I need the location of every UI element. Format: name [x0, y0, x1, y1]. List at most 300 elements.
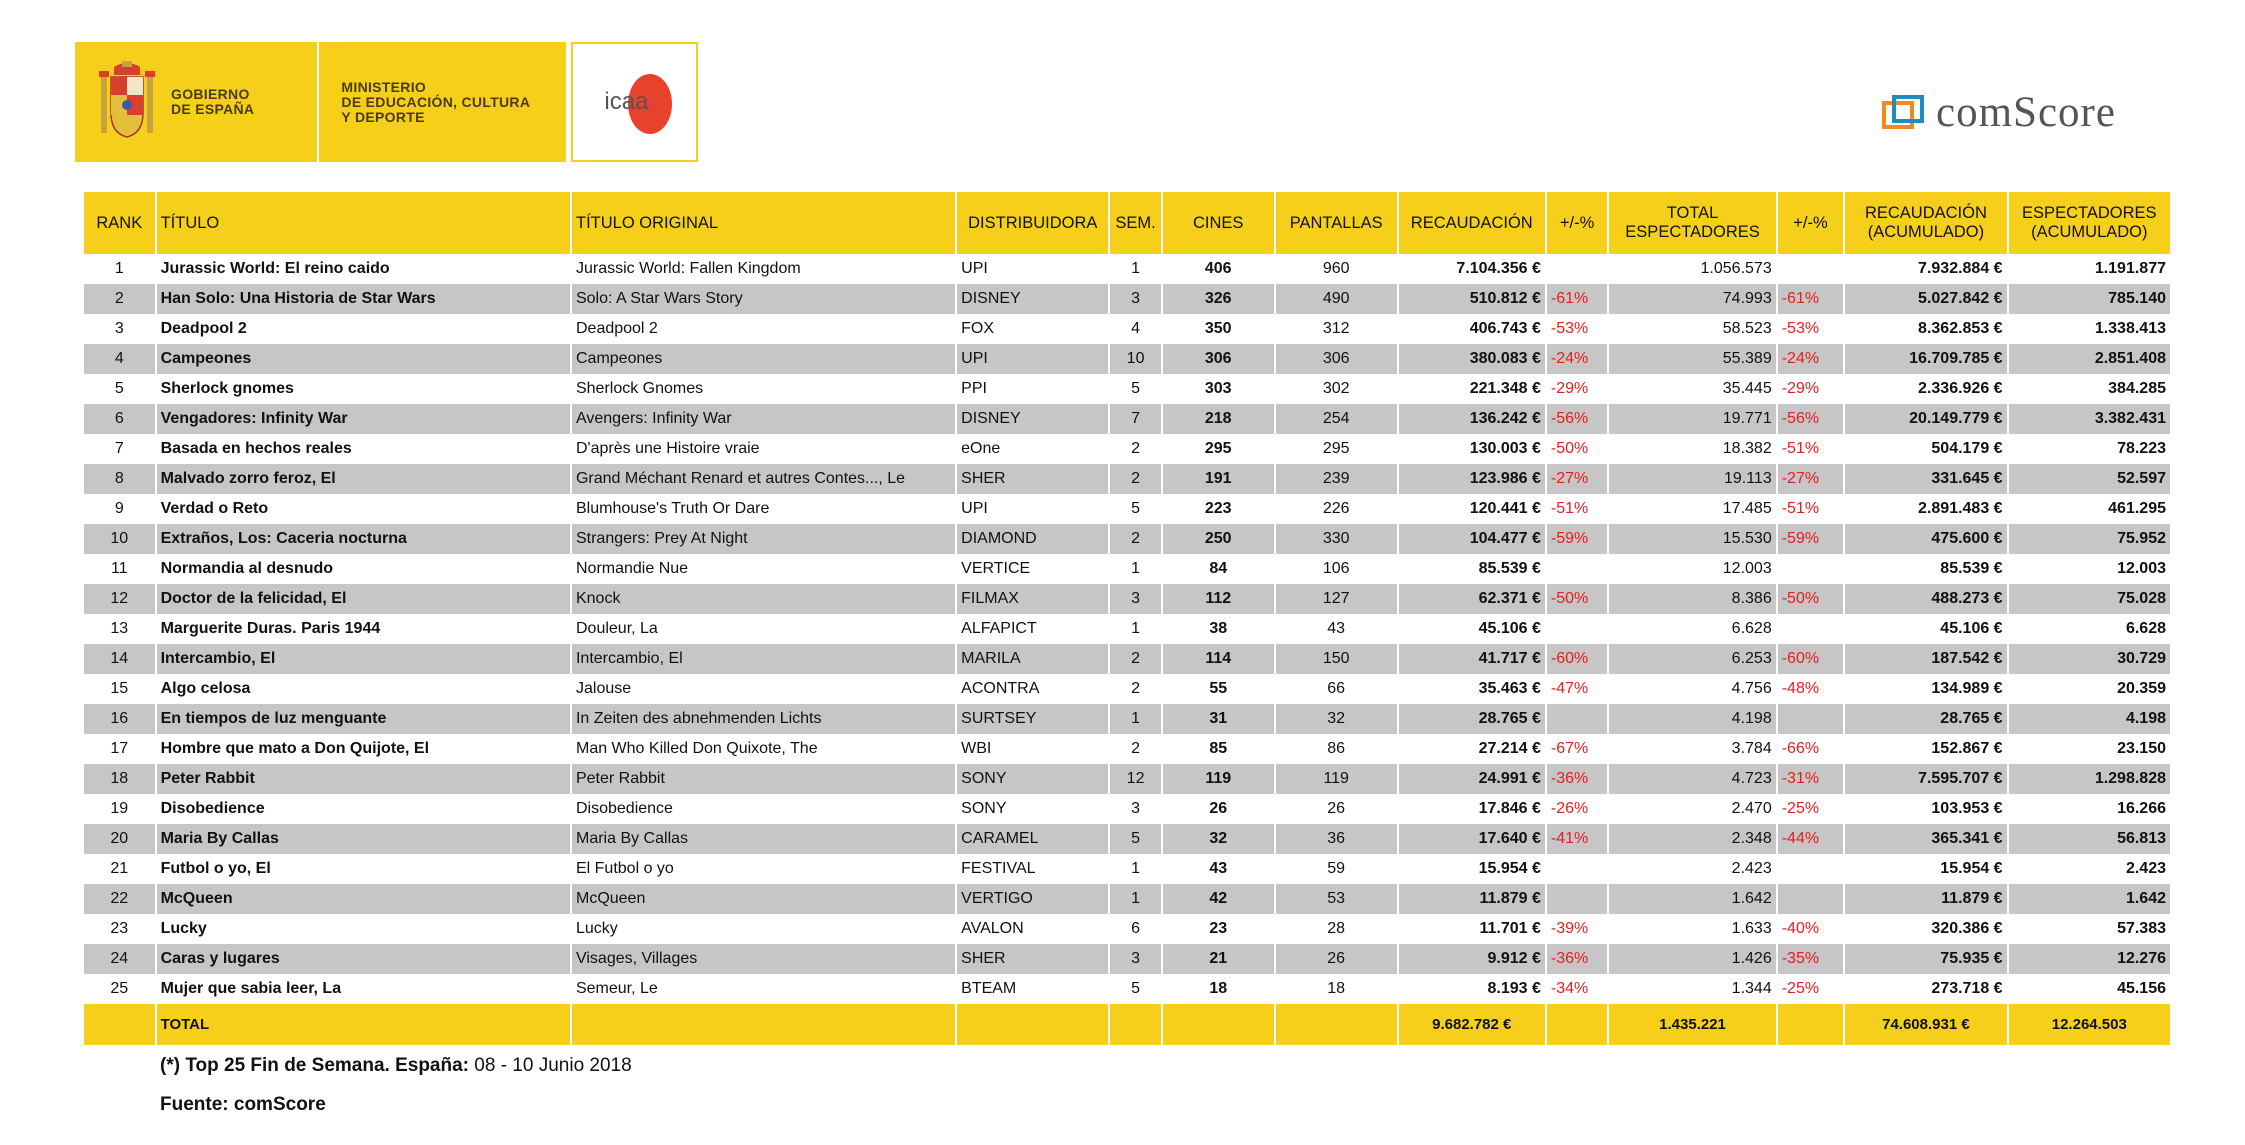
cell-rank: 4: [84, 344, 155, 374]
cell-rank: 23: [110, 920, 129, 937]
cell-cumulative-gross: 475.600 €: [1845, 524, 2006, 554]
cell-title: Mujer que sabia leer, La: [160, 980, 342, 997]
cell-title: McQueen: [157, 884, 570, 914]
table-row: [84, 884, 2170, 914]
header-rank: RANK: [84, 192, 155, 254]
cell-admissions-change: [1778, 884, 1844, 914]
table-row: [84, 734, 2170, 764]
cell-gross-change: -56%: [1547, 404, 1607, 434]
cell-weeks: 3: [1131, 800, 1141, 817]
cell-cumulative-gross: 331.645 €: [1845, 464, 2006, 494]
cell-cumulative-gross: 5.027.842 €: [1845, 284, 2006, 314]
cell-original-title: Jalouse: [575, 680, 632, 697]
cell-gross-change: -61%: [1547, 284, 1607, 314]
cell-cinemas: 84: [1209, 560, 1228, 577]
cell-admissions: 18.382: [1722, 440, 1772, 457]
cell-cumulative-admissions: 56.813: [2009, 824, 2170, 854]
cell-gross: 17.640 €: [1399, 824, 1545, 854]
cell-title: Jurassic World: El reino caido: [160, 260, 390, 277]
cell-weeks: 1: [1131, 620, 1141, 637]
cell-title: Disobedience: [160, 800, 265, 817]
table-row: [84, 854, 2170, 884]
cell-rank: 11: [110, 560, 128, 577]
cell-admissions-change: -66%: [1781, 740, 1820, 757]
cell-admissions: 35.445: [1722, 380, 1772, 397]
cell-distributor: UPI: [957, 344, 1108, 374]
header-title: TÍTULO: [157, 192, 570, 254]
cell-cumulative-gross: 2.891.483 €: [1918, 500, 2003, 517]
cell-title: Maria By Callas: [157, 824, 570, 854]
total-empty-cell: [1276, 1004, 1397, 1045]
cell-cumulative-gross: 11.879 €: [1845, 884, 2006, 914]
cell-screens: 960: [1322, 260, 1350, 277]
cell-original-title: Lucky: [575, 920, 618, 937]
cell-admissions: 1.426: [1609, 944, 1775, 974]
table-row: [84, 404, 2170, 434]
cell-rank: 5: [114, 380, 124, 397]
period-note-label: (*) Top 25 Fin de Semana. España:: [160, 1055, 469, 1076]
cell-rank: 20: [84, 824, 155, 854]
cell-admissions: 4.723: [1609, 764, 1775, 794]
cell-distributor: PPI: [961, 380, 987, 397]
cell-admissions: 8.386: [1609, 584, 1775, 614]
table-row: [84, 584, 2170, 614]
cell-admissions-change: -48%: [1781, 680, 1820, 697]
cell-original-title: Normandie Nue: [575, 560, 689, 577]
cell-admissions: 3.784: [1731, 740, 1772, 757]
cell-cumulative-gross: 152.867 €: [1931, 740, 2003, 757]
cell-title: Peter Rabbit: [157, 764, 570, 794]
header-weeks: SEM.: [1110, 192, 1160, 254]
cell-admissions: 6.253: [1609, 644, 1775, 674]
cell-cumulative-gross: 85.539 €: [1940, 560, 2003, 577]
cell-admissions-change: -56%: [1778, 404, 1844, 434]
cell-rank: 17: [110, 740, 129, 757]
header-admissions: TOTAL ESPECTADORES: [1609, 192, 1775, 254]
cell-gross-change: -50%: [1547, 584, 1607, 614]
cell-screens: 302: [1322, 380, 1350, 397]
gobierno-text: GOBIERNO DE ESPAÑA: [171, 86, 255, 117]
table-header: [84, 192, 2170, 254]
cell-cumulative-admissions: 4.198: [2009, 704, 2170, 734]
cell-distributor: UPI: [961, 500, 988, 517]
cell-title: Caras y lugares: [157, 944, 570, 974]
cell-screens: 28: [1327, 920, 1346, 937]
cell-original-title: Grand Méchant Renard et autres Contes..., Le: [572, 464, 955, 494]
cell-cinemas: 55: [1209, 680, 1228, 697]
cell-title: Hombre que mato a Don Quijote, El: [160, 740, 430, 757]
cell-original-title: Maria By Callas: [572, 824, 955, 854]
cell-gross-change: [1547, 554, 1607, 584]
total-label: TOTAL: [157, 1004, 570, 1045]
cell-screens: 330: [1276, 524, 1397, 554]
cell-screens: 53: [1276, 884, 1397, 914]
cell-cumulative-admissions: 23.150: [2117, 740, 2166, 757]
cell-cumulative-gross: 7.932.884 €: [1918, 260, 2003, 277]
cell-admissions-change: -61%: [1778, 284, 1844, 314]
gobierno-block: [75, 42, 317, 162]
cell-gross: 9.912 €: [1399, 944, 1545, 974]
cell-screens: 150: [1276, 644, 1397, 674]
table-row: [84, 284, 2170, 314]
cell-weeks: 10: [1110, 344, 1160, 374]
cell-gross: 123.986 €: [1399, 464, 1545, 494]
cell-gross: 62.371 €: [1399, 584, 1545, 614]
cell-weeks: 3: [1110, 944, 1160, 974]
total-empty-cell: [1163, 1004, 1274, 1045]
cell-rank: 10: [84, 524, 155, 554]
cell-screens: 106: [1322, 560, 1350, 577]
cell-distributor: SURTSEY: [957, 704, 1108, 734]
cell-gross: 15.954 €: [1478, 860, 1541, 877]
header-cumulative-gross: RECAUDACIÓN (ACUMULADO): [1845, 192, 2006, 254]
cell-gross-change: -51%: [1550, 500, 1589, 517]
table-row: [84, 644, 2170, 674]
cell-weeks: 6: [1131, 920, 1141, 937]
cell-gross-change: -50%: [1550, 440, 1589, 457]
header-cumulative-admissions: ESPECTADORES (ACUMULADO): [2009, 192, 2170, 254]
cell-admissions: 17.485: [1722, 500, 1772, 517]
cell-gross: 45.106 €: [1478, 620, 1541, 637]
cell-admissions: 4.756: [1731, 680, 1772, 697]
cell-distributor: CARAMEL: [957, 824, 1108, 854]
cell-admissions: 2.348: [1609, 824, 1775, 854]
cell-cumulative-gross: 504.179 €: [1931, 440, 2003, 457]
cell-distributor: FESTIVAL: [961, 860, 1036, 877]
period-note: [160, 1055, 632, 1077]
cell-distributor: WBI: [961, 740, 992, 757]
cell-gross: 35.463 €: [1478, 680, 1541, 697]
cell-title: Malvado zorro feroz, El: [157, 464, 570, 494]
cell-distributor: ALFAPICT: [961, 620, 1037, 637]
cell-cumulative-gross: 16.709.785 €: [1845, 344, 2006, 374]
cell-cinemas: 43: [1209, 860, 1228, 877]
cell-title: Intercambio, El: [157, 644, 570, 674]
cell-title: Lucky: [160, 920, 207, 937]
cell-screens: 119: [1276, 764, 1397, 794]
cell-gross-change: -39%: [1550, 920, 1589, 937]
cell-admissions-change: -60%: [1778, 644, 1844, 674]
table-body: [84, 254, 2170, 1004]
cell-admissions-change: -29%: [1781, 380, 1820, 397]
cell-title: Deadpool 2: [160, 320, 247, 337]
cell-weeks: 1: [1131, 860, 1141, 877]
comscore-wordmark: comScore: [1936, 89, 2116, 136]
cell-cinemas: 38: [1209, 620, 1228, 637]
cell-admissions: 74.993: [1609, 284, 1775, 314]
table-row: [84, 794, 2170, 824]
cell-rank: 25: [110, 980, 129, 997]
table-row: [84, 314, 2170, 344]
cell-distributor: DIAMOND: [957, 524, 1108, 554]
cell-gross-change: -53%: [1550, 320, 1589, 337]
cell-rank: 13: [110, 620, 129, 637]
header-cinemas: CINES: [1163, 192, 1274, 254]
cell-gross: 41.717 €: [1399, 644, 1545, 674]
cell-cumulative-admissions: 785.140: [2009, 284, 2170, 314]
cell-admissions-change: [1778, 614, 1844, 644]
cell-cumulative-admissions: 3.382.431: [2009, 404, 2170, 434]
cell-screens: 86: [1327, 740, 1346, 757]
cell-distributor: FILMAX: [957, 584, 1108, 614]
table-row: [84, 434, 2170, 464]
total-row: [84, 1004, 2170, 1045]
table-row: [84, 674, 2170, 704]
cell-admissions-change: -59%: [1778, 524, 1844, 554]
cell-cumulative-gross: 7.595.707 €: [1845, 764, 2006, 794]
cell-original-title: Sherlock Gnomes: [575, 380, 704, 397]
cell-gross: 510.812 €: [1399, 284, 1545, 314]
cell-weeks: 2: [1110, 644, 1160, 674]
cell-admissions: 2.423: [1731, 860, 1772, 877]
cell-gross-change: -60%: [1547, 644, 1607, 674]
cell-rank: 1: [114, 260, 124, 277]
header-distributor: DISTRIBUIDORA: [957, 192, 1108, 254]
cell-cinemas: 42: [1163, 884, 1274, 914]
cell-title: En tiempos de luz menguante: [157, 704, 570, 734]
table-row: [84, 254, 2170, 284]
cell-gross-change: [1547, 884, 1607, 914]
cell-screens: 490: [1276, 284, 1397, 314]
cell-gross-change: -59%: [1547, 524, 1607, 554]
cell-rank: 24: [84, 944, 155, 974]
cell-title: Marguerite Duras. Paris 1944: [160, 620, 381, 637]
table-row: [84, 824, 2170, 854]
cell-cinemas: 191: [1163, 464, 1274, 494]
cell-weeks: 5: [1110, 824, 1160, 854]
cell-cinemas: 85: [1209, 740, 1228, 757]
total-gross: 9.682.782 €: [1399, 1004, 1545, 1045]
cell-distributor: MARILA: [957, 644, 1108, 674]
cell-cumulative-admissions: 1.191.877: [2094, 260, 2166, 277]
cell-cumulative-gross: 134.989 €: [1931, 680, 2003, 697]
cell-screens: 26: [1276, 944, 1397, 974]
cell-distributor: SHER: [957, 944, 1108, 974]
cell-cumulative-admissions: 6.628: [2125, 620, 2166, 637]
cell-admissions: 1.344: [1731, 980, 1772, 997]
total-cumulative-admissions: 12.264.503: [2009, 1004, 2170, 1045]
total-admissions: 1.435.221: [1609, 1004, 1775, 1045]
cell-screens: 43: [1327, 620, 1346, 637]
cell-cumulative-gross: 75.935 €: [1845, 944, 2006, 974]
cell-cinemas: 250: [1163, 524, 1274, 554]
cell-weeks: 3: [1110, 284, 1160, 314]
cell-weeks: 2: [1131, 680, 1141, 697]
cell-gross: 7.104.356 €: [1456, 260, 1541, 277]
cell-weeks: 1: [1110, 704, 1160, 734]
cell-cumulative-gross: 365.341 €: [1845, 824, 2006, 854]
cell-admissions: 58.523: [1722, 320, 1772, 337]
cell-cumulative-gross: 2.336.926 €: [1918, 380, 2003, 397]
cell-original-title: Avengers: Infinity War: [572, 404, 955, 434]
cell-weeks: 2: [1110, 464, 1160, 494]
cell-cumulative-gross: 15.954 €: [1940, 860, 2003, 877]
table-row: [84, 344, 2170, 374]
cell-rank: 3: [114, 320, 124, 337]
cell-original-title: McQueen: [572, 884, 955, 914]
cell-rank: 19: [110, 800, 129, 817]
cell-rank: 2: [84, 284, 155, 314]
table-row: [84, 374, 2170, 404]
cell-gross: 221.348 €: [1469, 380, 1541, 397]
cell-gross-change: -47%: [1550, 680, 1589, 697]
cell-gross: 8.193 €: [1487, 980, 1541, 997]
cell-cinemas: 31: [1163, 704, 1274, 734]
cell-admissions-change: [1778, 854, 1844, 884]
cell-original-title: Knock: [572, 584, 955, 614]
cell-admissions-change: -31%: [1778, 764, 1844, 794]
cell-admissions: 55.389: [1609, 344, 1775, 374]
total-empty-cell: [84, 1004, 155, 1045]
cell-title: Campeones: [157, 344, 570, 374]
header-screens: PANTALLAS: [1276, 192, 1397, 254]
cell-rank: 15: [110, 680, 129, 697]
cell-admissions-change: -53%: [1781, 320, 1820, 337]
cell-weeks: 5: [1131, 980, 1141, 997]
cell-admissions-change: [1778, 704, 1844, 734]
cell-gross: 136.242 €: [1399, 404, 1545, 434]
cell-gross-change: -34%: [1550, 980, 1589, 997]
cell-gross: 130.003 €: [1469, 440, 1541, 457]
cell-cinemas: 18: [1209, 980, 1228, 997]
cell-distributor: UPI: [961, 260, 988, 277]
cell-admissions-change: -40%: [1781, 920, 1820, 937]
cell-original-title: Strangers: Prey At Night: [572, 524, 955, 554]
cell-screens: 32: [1276, 704, 1397, 734]
cell-cinemas: 32: [1163, 824, 1274, 854]
cell-distributor: eOne: [961, 440, 1001, 457]
cell-admissions: 15.530: [1609, 524, 1775, 554]
icaa-logo: [571, 42, 698, 162]
comscore-squares-icon: [1880, 93, 1926, 133]
cell-gross: 28.765 €: [1399, 704, 1545, 734]
cell-rank: 18: [84, 764, 155, 794]
cell-distributor: DISNEY: [957, 404, 1108, 434]
table-row: [84, 914, 2170, 944]
cell-cumulative-gross: 28.765 €: [1845, 704, 2006, 734]
cell-rank: 12: [84, 584, 155, 614]
icaa-text: icaa: [604, 88, 649, 115]
cell-admissions-change: [1778, 554, 1844, 584]
cell-admissions: 12.003: [1722, 560, 1772, 577]
cell-cumulative-gross: 187.542 €: [1845, 644, 2006, 674]
cell-rank: 7: [114, 440, 124, 457]
cell-cinemas: 295: [1204, 440, 1232, 457]
cell-gross-change: -67%: [1550, 740, 1589, 757]
cell-weeks: 12: [1110, 764, 1160, 794]
cell-title: Verdad o Reto: [160, 500, 269, 517]
cell-cumulative-admissions: 1.298.828: [2009, 764, 2170, 794]
cell-cumulative-gross: 320.386 €: [1931, 920, 2003, 937]
cell-screens: 312: [1322, 320, 1350, 337]
cell-admissions-change: -35%: [1778, 944, 1844, 974]
cell-gross: 27.214 €: [1478, 740, 1541, 757]
table-row: [84, 764, 2170, 794]
cell-weeks: 1: [1131, 260, 1141, 277]
cell-admissions-change: -50%: [1778, 584, 1844, 614]
cell-cumulative-admissions: 2.423: [2125, 860, 2166, 877]
cell-distributor: SONY: [957, 764, 1108, 794]
cell-weeks: 3: [1110, 584, 1160, 614]
cell-gross-change: -26%: [1550, 800, 1589, 817]
cell-screens: 254: [1276, 404, 1397, 434]
cell-distributor: AVALON: [961, 920, 1024, 937]
cell-weeks: 1: [1131, 560, 1141, 577]
cell-title: Han Solo: Una Historia de Star Wars: [157, 284, 570, 314]
cell-rank: 8: [84, 464, 155, 494]
cell-cumulative-admissions: 20.359: [2117, 680, 2166, 697]
cell-distributor: VERTIGO: [957, 884, 1108, 914]
table-row: [84, 704, 2170, 734]
cell-gross-change: [1547, 254, 1607, 284]
cell-admissions: 2.470: [1731, 800, 1772, 817]
header-gross-change: +/-%: [1547, 192, 1607, 254]
cell-rank: 21: [110, 860, 129, 877]
table-row: [84, 614, 2170, 644]
cell-gross-change: -24%: [1547, 344, 1607, 374]
cell-gross: 85.539 €: [1478, 560, 1541, 577]
cell-gross-change: [1547, 704, 1607, 734]
total-empty-cell: [957, 1004, 1108, 1045]
cell-admissions: 4.198: [1609, 704, 1775, 734]
cell-weeks: 2: [1131, 440, 1141, 457]
cell-cinemas: 303: [1204, 380, 1232, 397]
cell-admissions-change: -44%: [1778, 824, 1844, 854]
coat-of-arms-icon: [97, 59, 157, 145]
cell-cumulative-gross: 20.149.779 €: [1845, 404, 2006, 434]
cell-weeks: 1: [1110, 884, 1160, 914]
cell-original-title: Deadpool 2: [575, 320, 658, 337]
table-row: [84, 944, 2170, 974]
cell-cumulative-admissions: 16.266: [2117, 800, 2166, 817]
cell-title: Vengadores: Infinity War: [157, 404, 570, 434]
cell-rank: 9: [114, 500, 124, 517]
cell-original-title: El Futbol o yo: [575, 860, 674, 877]
cell-gross: 11.701 €: [1479, 920, 1541, 937]
cell-weeks: 5: [1131, 380, 1141, 397]
cell-cumulative-admissions: 2.851.408: [2009, 344, 2170, 374]
cell-weeks: 4: [1131, 320, 1141, 337]
cell-original-title: Douleur, La: [575, 620, 658, 637]
cell-cumulative-admissions: 45.156: [2117, 980, 2166, 997]
cell-gross-change: -27%: [1547, 464, 1607, 494]
cell-cumulative-gross: 8.362.853 €: [1918, 320, 2003, 337]
period-note-dates: 08 - 10 Junio 2018: [469, 1055, 632, 1076]
cell-admissions-change: [1778, 254, 1844, 284]
cell-cinemas: 350: [1204, 320, 1232, 337]
cell-title: Doctor de la felicidad, El: [157, 584, 570, 614]
cell-rank: 22: [84, 884, 155, 914]
cell-cumulative-admissions: 12.003: [2117, 560, 2166, 577]
cell-cinemas: 112: [1163, 584, 1274, 614]
cell-admissions-change: -24%: [1778, 344, 1844, 374]
cell-admissions-change: -27%: [1778, 464, 1844, 494]
cell-gross: 104.477 €: [1399, 524, 1545, 554]
cell-weeks: 5: [1131, 500, 1141, 517]
cell-distributor: BTEAM: [961, 980, 1017, 997]
cell-admissions: 19.113: [1609, 464, 1775, 494]
cell-admissions: 1.633: [1731, 920, 1772, 937]
cell-cumulative-gross: 45.106 €: [1940, 620, 2003, 637]
cell-admissions-change: -51%: [1781, 500, 1820, 517]
cell-cinemas: 223: [1204, 500, 1232, 517]
cell-distributor: FOX: [961, 320, 995, 337]
cell-cinemas: 218: [1163, 404, 1274, 434]
cell-rank: 6: [84, 404, 155, 434]
cell-gross: 17.846 €: [1478, 800, 1541, 817]
cell-rank: 14: [84, 644, 155, 674]
cell-cumulative-admissions: 384.285: [2108, 380, 2166, 397]
